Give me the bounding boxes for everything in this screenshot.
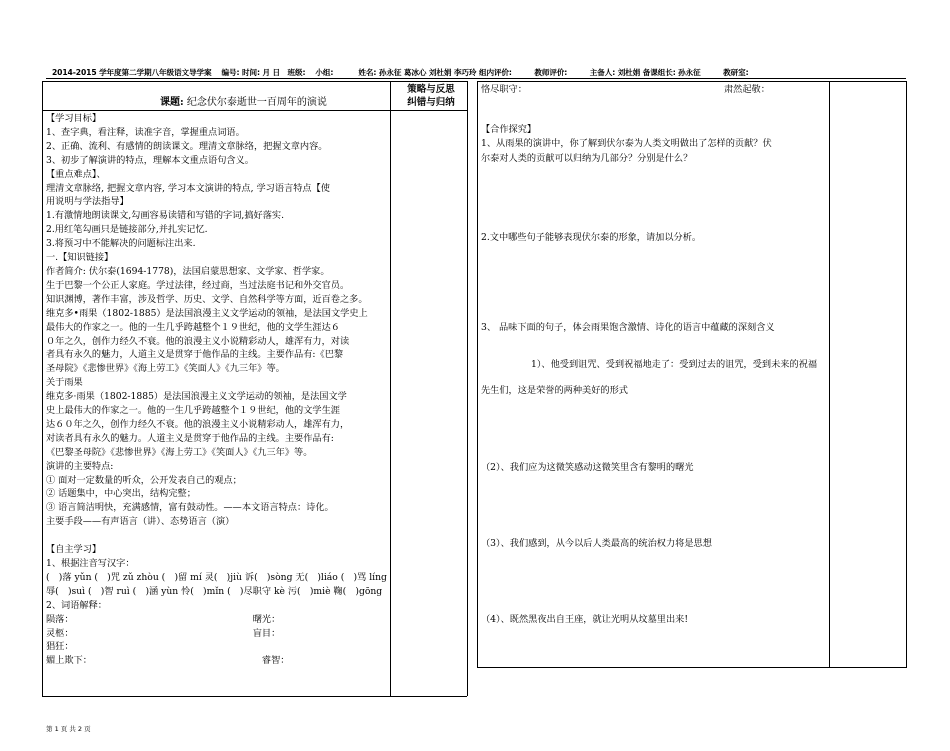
right-table-right [906, 81, 907, 667]
guide-line: 3.将预习中不能解决的问题标注出来. [46, 238, 196, 250]
sentence-1-line-1: 1）、他受到诅咒、受到祝福地走了：受到过去的诅咒，受到未来的祝福 [531, 359, 818, 370]
guide-line: 2.用红笔勾画只是链接部分,并扎实记忆. [46, 224, 208, 236]
strategy-header-line-1: 策略与反思 [407, 84, 455, 95]
guide-line: 主要手段——有声语言（讲）、态势语言（演） [46, 516, 235, 528]
guide-line: 1、根据注音写汉字： [46, 558, 135, 569]
right-table-top [477, 81, 907, 82]
lesson-title-text: 纪念伏尔泰逝世一百周年的演说 [183, 97, 327, 108]
study-guide-body [46, 112, 388, 668]
guide-line: 3、初步了解演讲的特点，理解本文重点语句含义。 [46, 154, 254, 166]
guide-line: 猖狂： [46, 641, 74, 653]
guide-line: ① 面对一定数量的听众，公开发表自己的观点； [46, 474, 242, 486]
guide-line: 一.【知识链接】 [46, 252, 114, 264]
lesson-title-label: 课题: [160, 97, 184, 108]
term-surangqijing: 肃然起敬： [724, 84, 770, 95]
left-table-bottom [42, 696, 467, 697]
guide-line: 关于雨果 [46, 377, 83, 389]
guide-line: 作者简介: 伏尔泰(1694-1778)，法国启蒙思想家、文学家、哲学家。 [46, 265, 330, 277]
page-number: 第 1 页 共 2 页 [46, 725, 91, 733]
guide-line: 知识渊博，著作丰富，涉及哲学、历史、文学、自然科学等方面，近百卷之多。 [46, 293, 368, 305]
guide-line: 辱( )suì ( )智 ruì ( )涵 yùn 怜( )mǐn ( )尽职守 kè 污( )miè 鞠( )gōng [46, 585, 383, 597]
guide-line: 2、正确、流利、有感情的朗读课文。理清文章脉络，把握文章内容。 [46, 140, 328, 152]
guide-line: ③ 语言简洁明快，充满感情，富有鼓动性。——本文语言特点：诗化。 [46, 502, 334, 514]
question-1-line-1: 1、从雨果的演讲中，你了解到伏尔泰为人类文明做出了怎样的贡献？伏 [481, 138, 772, 149]
question-1-line-2: 尔泰对人类的贡献可以归纳为几部分？分别是什么？ [481, 153, 693, 164]
guide-line: 圣母院》《悲惨世界》《海上劳工》《笑面人》《九三年》等。 [46, 363, 285, 375]
left-table-divider [390, 81, 391, 696]
lesson-title [160, 93, 327, 108]
cooperative-inquiry-title: 【合作探究】 [481, 124, 537, 135]
guide-line: 媚上欺下： 睿智： [46, 655, 290, 667]
left-table-right [467, 81, 468, 696]
guide-line: 理清文章脉络, 把握文章内容, 学习本文演讲的特点, 学习语言特点【使 [46, 182, 330, 194]
guide-line: 维克多•雨果（1802-1885）是法国浪漫主义文学运动的领袖，是法国文学史上 [46, 307, 368, 319]
guide-line: 《巴黎圣母院》《悲惨世界》《海上劳工》《笑面人》《九三年》等。 [46, 446, 313, 458]
guide-line: 生于巴黎一个公正人家庭。学过法律，经过商，当过法庭书记和外交官员。 [46, 279, 350, 291]
sentence-1-line-2: 先生们，这是荣誉的两种美好的形式 [481, 385, 628, 396]
guide-line: 【学习目标】 [46, 113, 102, 124]
guide-line [46, 529, 388, 543]
guide-line: 灵柩： 盲目： [46, 627, 281, 639]
guide-line: 1、查字典，看注释，读准字音，掌握重点词语。 [46, 126, 245, 138]
question-3: 3、 品味下面的句子，体会雨果饱含激情、诗化的语言中蕴藏的深刻含义 [481, 322, 775, 333]
guide-line: 2、词语解释： [46, 599, 107, 611]
guide-line: ② 话题集中，中心突出，结构完整； [46, 488, 196, 500]
guide-line: 演讲的主要特点: [46, 460, 114, 472]
strategy-header-line-2: 纠错与归纳 [407, 97, 455, 108]
guide-line: 【重点难点】、 [46, 168, 106, 180]
guide-line: 史上最伟大的作家之一。他的一生几乎跨越整个１９世纪，他的文学生涯 [46, 405, 340, 417]
sentence-2: （2）、我们应为这微笑感动这微笑里含有黎明的曙光 [481, 462, 694, 473]
right-table-bottom [477, 667, 907, 668]
strategy-column-header [392, 83, 470, 109]
guide-line: 用说明与学法指导】 [46, 196, 129, 208]
right-table-divider [829, 81, 830, 667]
guide-line: 陨落： 曙光： [46, 613, 281, 625]
doc-header: 2014-2015 学年度第二学期八年级语文导学案 编号: 时间: 月 日 班级: 小组: 姓名: 孙永征 葛冰心 刘杜娟 李巧玲 组内评价: 教师评价: 主备人: 刘杜娟 备课组长: 孙永征 教研室: [52, 68, 749, 77]
left-table-header-rule [42, 110, 467, 111]
guide-line: 维克多·雨果（1802-1885）是法国浪漫主义文学运动的领袖，是法国文学 [46, 391, 347, 403]
term-kejin: 恪尽职守： [481, 84, 527, 95]
left-table-left [42, 81, 43, 696]
header-rule [46, 78, 906, 79]
sentence-3: （3）、我们感到，从今以后人类最高的统治权力将是思想 [481, 538, 712, 549]
guide-line: 最伟大的作家之一。他的一生几乎跨越整个１９世纪，他的文学生涯达６ [46, 321, 340, 333]
guide-line: ０年之久，创作力经久不衰。他的浪漫主义小说精彩动人，雄浑有力，对读 [46, 335, 350, 347]
left-table-top [42, 81, 467, 82]
guide-line: 1.有激情地朗读课文,勾画容易读错和写错的字词,搞好落实. [46, 210, 285, 222]
right-table-left [477, 81, 478, 667]
guide-line: 【自主学习】 [46, 544, 102, 556]
sentence-4: （4）、既然黑夜出自王座，就让光明从坟墓里出来! [481, 614, 689, 625]
question-2: 2.文中哪些句子能够表现伏尔泰的形象，请加以分析。 [481, 232, 702, 243]
guide-line: 达６０年之久，创作力经久不衰。他的浪漫主义小说精彩动人，雄浑有力， [46, 418, 350, 430]
guide-line: 对读者具有永久的魅力。人道主义是贯穿于他作品的主线。主要作品有: [46, 432, 334, 444]
guide-line: ( )落 yǔn ( )咒 zǔ zhòu ( )留 mí 灵( )jiù 诉( )sòng 无( )liáo ( )骂 líng [46, 571, 387, 583]
guide-line: 者具有永久的魅力，人道主义是贯穿于他作品的主线。主要作品有:《巴黎 [46, 349, 344, 361]
